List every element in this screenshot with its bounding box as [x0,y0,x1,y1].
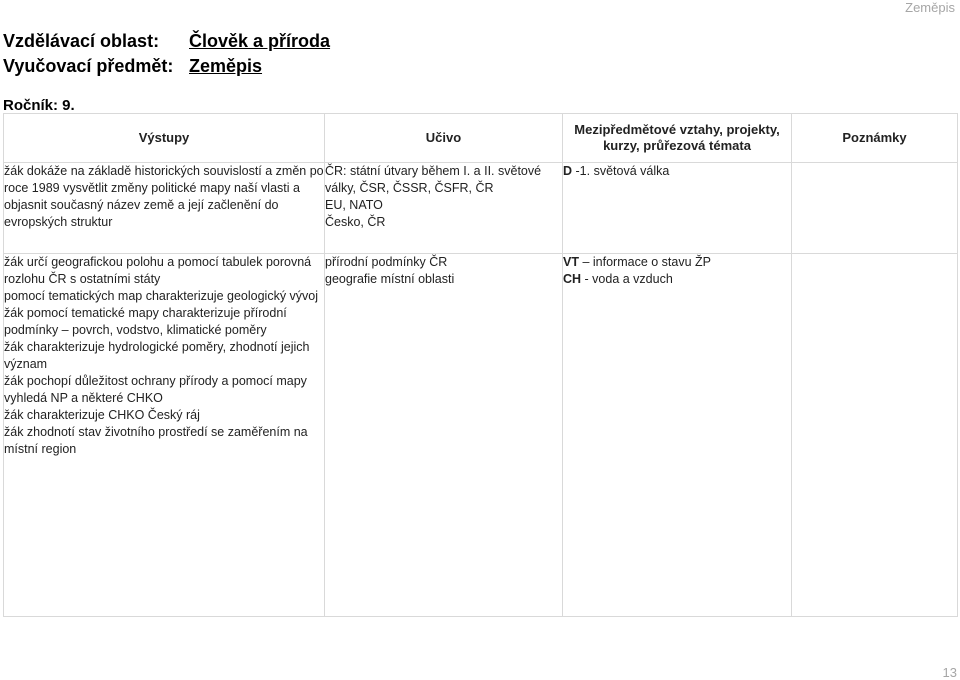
outcomes-cell [4,163,325,254]
content-line: ČR: státní útvary během I. a II. světové války, ČSR, ČSSR, ČSFR, ČR [325,164,542,195]
notes-cell [792,163,958,254]
content-line: přírodní podmínky ČR [325,255,448,269]
table-row [4,254,958,617]
table-header-row [4,114,958,163]
table-row [4,163,958,254]
col-header-mezipredmetove-line1: Mezipředmětové vztahy, projekty, [574,122,780,137]
subject-label: Vyučovací předmět: [3,56,174,76]
notes-cell [792,254,958,617]
outcomes-cell [4,254,325,617]
list-item: žák zhodnotí stav životního prostředí se zaměřením na místní region [4,425,308,456]
content-cell [325,254,563,617]
list-item: žák pochopí důležitost ochrany přírody a pomocí mapy vyhledá NP a některé CHKO [4,374,307,405]
relations-cell [563,163,792,254]
subject-value: Zeměpis [189,56,263,76]
content-cell [325,163,563,254]
area-value: Člověk a příroda [189,31,331,51]
running-header: Zeměpis [905,0,955,15]
curriculum-table [3,113,958,617]
relation-code: D [563,164,573,178]
col-header-vystupy: Výstupy [4,114,325,163]
col-header-poznamky: Poznámky [792,114,958,163]
list-item: žák určí geografickou polohu a pomocí tabulek porovná rozlohu ČR s ostatními státy [4,255,312,286]
list-item: žák charakterizuje hydrologické poměry, zhodnotí jejich význam [4,340,310,371]
list-item: žák charakterizuje CHKO Český ráj [4,408,200,422]
col-header-ucivo: Učivo [325,114,563,163]
grade-label: Ročník: 9. [3,97,75,114]
subject-line [3,55,262,77]
col-header-mezipredmetove-line2: kurzy, průřezová témata [603,138,751,153]
area-label: Vzdělávací oblast: [3,31,160,51]
relation-line [563,254,791,271]
content-line: Česko, ČR [325,215,386,229]
col-header-mezipredmetove [563,114,792,163]
relation-line [563,163,791,180]
list-item: žák pomocí tematické mapy charakterizuje přírodní podmínky – povrch, vodstvo, klimatické poměry [4,306,287,337]
relation-text: – informace o stavu ŽP [578,255,711,269]
page-number: 13 [942,665,957,680]
area-line [3,30,330,52]
content-line: EU, NATO [325,198,383,212]
relation-code: VT [563,255,579,269]
list-item: pomocí tematických map charakterizuje geologický vývoj [4,289,319,303]
relation-line [563,271,791,288]
list-item: žák dokáže na základě historických souvislostí a změn po roce 1989 vysvětlit změny politické mapy naší vlasti a objasnit současný název země a její začlenění do evropských struktur [4,164,324,229]
relation-text: -1. světová válka [572,164,670,178]
relation-code: CH [563,272,582,286]
content-line: geografie místní oblasti [325,272,455,286]
relation-text: - voda a vzduch [581,272,673,286]
relations-cell [563,254,792,617]
